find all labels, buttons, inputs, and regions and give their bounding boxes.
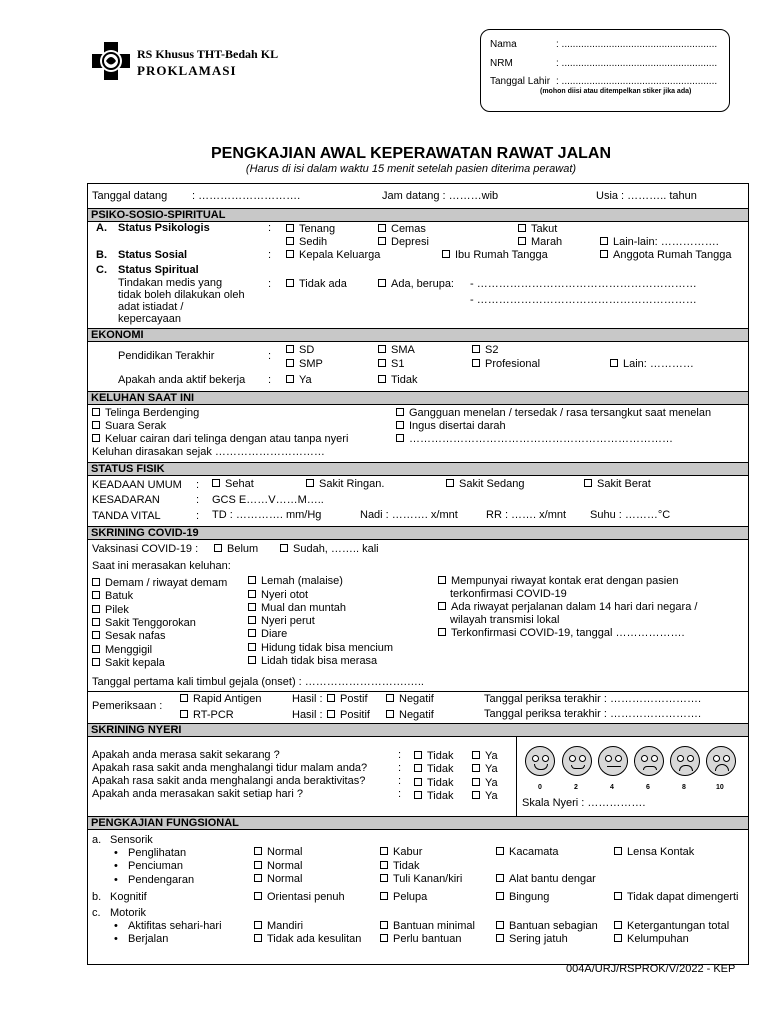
checkbox[interactable] (496, 847, 504, 855)
sensorik-label: Sensorik (110, 834, 153, 846)
checkbox[interactable] (92, 408, 100, 416)
opt-sering-jatuh[interactable]: Sering jatuh (496, 933, 568, 946)
opt-pelupa[interactable]: Pelupa (380, 891, 427, 904)
opt-sakit-berat[interactable]: Sakit Berat (584, 478, 651, 491)
opt-smp[interactable]: SMP (286, 358, 323, 371)
opt-sakit-tenggorokan[interactable]: Sakit Tenggorokan (92, 617, 196, 630)
section-keluhan: KELUHAN SAAT INI (88, 391, 748, 405)
colon: : (398, 749, 402, 761)
hasil-label: Hasil : (292, 709, 323, 721)
checkbox[interactable] (496, 892, 504, 900)
opt-perlu-bantuan[interactable]: Perlu bantuan (380, 933, 462, 946)
opt-kelumpuhan[interactable]: Kelumpuhan (614, 933, 689, 946)
checkbox[interactable] (92, 618, 100, 626)
checkbox[interactable] (378, 279, 386, 287)
checkbox[interactable] (286, 359, 294, 367)
nama-label: Nama (490, 39, 517, 50)
rr-field[interactable]: RR : ……. x/mnt (486, 509, 567, 521)
psiko-b-num: B. (96, 249, 107, 261)
checkbox[interactable] (248, 629, 256, 637)
aktif-bekerja-label: Apakah anda aktif bekerja (118, 374, 246, 386)
nyeri-q3-tidak[interactable]: Tidak (414, 777, 454, 790)
checkbox[interactable] (254, 921, 262, 929)
tanggal-periksa-pcr-field[interactable]: Tanggal periksa terakhir : ……………………. (484, 708, 702, 720)
opt-sesak-nafas[interactable]: Sesak nafas (92, 630, 166, 643)
td-field[interactable]: TD : …………. mm/Hg (212, 509, 322, 521)
opt-marah[interactable]: Marah (518, 236, 562, 249)
opt-tidak-ada-kesulitan[interactable]: Tidak ada kesulitan (254, 933, 361, 946)
opt-bantuan-sebagian[interactable]: Bantuan sebagian (496, 920, 598, 933)
opt-riwayat-perjalanan[interactable]: Ada riwayat perjalanan dalam 14 hari dari negara / (438, 601, 697, 614)
face-10-icon[interactable] (706, 746, 736, 776)
id-box-note: (mohon diisi atau ditempelkan stiker jika ada) (540, 88, 692, 95)
checkbox[interactable] (414, 764, 422, 772)
opt-sakit-kepala[interactable]: Sakit kepala (92, 657, 165, 670)
checkbox[interactable] (380, 934, 388, 942)
kesadaran-label: KESADARAN (92, 494, 160, 506)
checkbox[interactable] (378, 375, 386, 383)
nama-field[interactable]: : ........................................................ (556, 39, 718, 50)
opt-ingus-darah[interactable]: Ingus disertai darah (396, 420, 506, 433)
section-ekonomi: EKONOMI (88, 328, 748, 342)
checkbox[interactable] (414, 751, 422, 759)
nrm-label: NRM (490, 58, 513, 69)
checkbox[interactable] (438, 576, 446, 584)
opt-demam[interactable]: Demam / riwayat demam (92, 577, 227, 590)
opt-anggota-rumah-tangga[interactable]: Anggota Rumah Tangga (600, 249, 731, 262)
checkbox[interactable] (286, 224, 294, 232)
status-sosial-label: Status Sosial (118, 249, 188, 261)
checkbox[interactable] (518, 224, 526, 232)
colon: : (196, 479, 200, 491)
checkbox[interactable] (614, 847, 622, 855)
checkbox[interactable] (254, 874, 262, 882)
hospital-logo (91, 41, 131, 81)
section-nyeri: SKRINING NYERI (88, 723, 748, 737)
spiritual-desc-4: kepercayaan (118, 313, 181, 325)
opt-lain-lain[interactable]: Lain-lain: ……………. (600, 236, 719, 249)
checkbox[interactable] (414, 778, 422, 786)
checkbox[interactable] (496, 874, 504, 882)
fungsional-a: a. (92, 834, 102, 846)
opt-tidak-ada[interactable]: Tidak ada (286, 278, 347, 291)
opt-postif[interactable]: Postif (327, 693, 368, 706)
checkbox[interactable] (92, 658, 100, 666)
face-4-icon[interactable] (598, 746, 628, 776)
opt-lemah[interactable]: Lemah (malaise) (248, 575, 343, 588)
checkbox[interactable] (254, 861, 262, 869)
checkbox[interactable] (254, 892, 262, 900)
colon: : (268, 278, 272, 290)
divider (88, 691, 748, 692)
colon: : (398, 775, 402, 787)
kontak-erat-cont: terkonfirmasi COVID-19 (450, 588, 567, 600)
checkbox[interactable] (380, 847, 388, 855)
checkbox[interactable] (92, 645, 100, 653)
opt-sd[interactable]: SD (286, 344, 314, 357)
face-8-icon[interactable] (670, 746, 700, 776)
checkbox[interactable] (472, 345, 480, 353)
checkbox[interactable] (614, 934, 622, 942)
checkbox[interactable] (248, 616, 256, 624)
scale-num-2: 2 (574, 784, 578, 791)
opt-belum[interactable]: Belum (214, 543, 258, 556)
colon: : (398, 762, 402, 774)
hospital-name: RS Khusus THT-Bedah KL (137, 47, 279, 61)
spiritual-desc-2: tidak boleh dilakukan oleh (118, 289, 245, 301)
psiko-c-num: C. (96, 264, 107, 276)
penglihatan-kacamata[interactable]: Kacamata (496, 846, 559, 859)
scale-num-4: 4 (610, 784, 614, 791)
checkbox[interactable] (248, 590, 256, 598)
checkbox[interactable] (212, 479, 220, 487)
tanggal-lahir-label: Tanggal Lahir (490, 76, 551, 87)
checkbox[interactable] (600, 250, 608, 258)
colon: : (268, 374, 272, 386)
checkbox[interactable] (378, 359, 386, 367)
opt-bantuan-minimal[interactable]: Bantuan minimal (380, 920, 475, 933)
nyeri-q1: Apakah anda merasa sakit sekarang ? (92, 749, 280, 761)
checkbox[interactable] (248, 576, 256, 584)
nrm-field[interactable]: : ........................................................ (556, 58, 718, 69)
checkbox[interactable] (248, 603, 256, 611)
checkbox[interactable] (442, 250, 450, 258)
keluhan-covid-label: Saat ini merasakan keluhan: (92, 560, 231, 572)
keadaan-umum-label: KEADAAN UMUM (92, 479, 182, 491)
kognitif-label: Kognitif (110, 891, 147, 903)
status-psikologis-label: Status Psikologis (118, 222, 210, 234)
aktifitas-label: • Aktifitas sehari-hari (128, 920, 222, 933)
opt-ya[interactable]: Ya (286, 374, 312, 387)
tanda-vital-label: TANDA VITAL (92, 510, 161, 522)
colon: : (268, 350, 272, 362)
riwayat-perjalanan-cont: wilayah transmisi lokal (450, 614, 560, 626)
penciuman-normal[interactable]: Normal (254, 860, 302, 873)
checkbox[interactable] (214, 544, 222, 552)
section-fungsional: PENGKAJIAN FUNGSIONAL (88, 816, 748, 830)
checkbox[interactable] (446, 479, 454, 487)
opt-rt-pcr[interactable]: RT-PCR (180, 709, 234, 722)
penciuman-tidak[interactable]: Tidak (380, 860, 420, 873)
checkbox[interactable] (380, 892, 388, 900)
section-status-fisik: STATUS FISIK (88, 462, 748, 476)
opt-sehat[interactable]: Sehat (212, 478, 254, 491)
fungsional-b: b. (92, 891, 102, 903)
scale-num-8: 8 (682, 784, 686, 791)
pendengaran-alat[interactable]: Alat bantu dengar (496, 873, 596, 886)
checkbox[interactable] (327, 694, 335, 702)
checkbox[interactable] (180, 710, 188, 718)
checkbox[interactable] (610, 359, 618, 367)
nyeri-q2-ya[interactable]: Ya (472, 763, 498, 776)
opt-diare[interactable]: Diare (248, 628, 287, 641)
checkbox[interactable] (614, 921, 622, 929)
checkbox[interactable] (327, 710, 335, 718)
penglihatan-normal[interactable]: Normal (254, 846, 302, 859)
opt-depresi[interactable]: Depresi (378, 236, 429, 249)
checkbox[interactable] (280, 544, 288, 552)
checkbox[interactable] (380, 921, 388, 929)
opt-terkonfirmasi[interactable]: Terkonfirmasi COVID-19, tanggal ………………. (438, 627, 685, 640)
scale-num-10: 10 (716, 784, 724, 791)
tanggal-datang-field[interactable]: : ………………………. (192, 190, 301, 202)
opt-profesional[interactable]: Profesional (472, 358, 540, 371)
checkbox[interactable] (92, 591, 100, 599)
opt-negatif-pcr[interactable]: Negatif (386, 709, 434, 722)
checkbox[interactable] (396, 434, 404, 442)
checkbox[interactable] (380, 861, 388, 869)
form-code: 004A/URJ/RSPROK/V/2022 - KEP (566, 963, 736, 975)
scale-num-0: 0 (538, 784, 542, 791)
checkbox[interactable] (286, 375, 294, 383)
suhu-field[interactable]: Suhu : ………°C (590, 509, 671, 521)
checkbox[interactable] (472, 764, 480, 772)
tanggal-datang-label: Tanggal datang (92, 190, 168, 202)
ada-berupa-line-2[interactable]: - …………………………………………………… (470, 294, 697, 306)
opt-orientasi-penuh[interactable]: Orientasi penuh (254, 891, 345, 904)
skala-nyeri-field[interactable]: Skala Nyeri : ……………. (522, 797, 646, 809)
opt-nyeri-perut[interactable]: Nyeri perut (248, 615, 315, 628)
pendengaran-tuli[interactable]: Tuli Kanan/kiri (380, 873, 462, 886)
opt-sakit-sedang[interactable]: Sakit Sedang (446, 478, 524, 491)
nadi-field[interactable]: Nadi : ………. x/mnt (360, 509, 458, 521)
opt-ketergantungan-total[interactable]: Ketergantungan total (614, 920, 729, 933)
checkbox[interactable] (614, 892, 622, 900)
berjalan-label: • Berjalan (128, 933, 168, 946)
checkbox[interactable] (386, 710, 394, 718)
opt-sudah[interactable]: Sudah, …….. kali (280, 543, 379, 556)
opt-positif[interactable]: Positif (327, 709, 370, 722)
checkbox[interactable] (396, 421, 404, 429)
jam-datang-field[interactable]: Jam datang : ………wib (382, 190, 499, 202)
nyeri-q2: Apakah rasa sakit anda menghalangi tidur malam anda? (92, 762, 368, 774)
checkbox[interactable] (472, 778, 480, 786)
penciuman-label: • Penciuman (128, 860, 183, 873)
opt-tidak[interactable]: Tidak (378, 374, 418, 387)
checkbox[interactable] (180, 694, 188, 702)
gcs-field[interactable]: GCS E……V……M….. (212, 494, 324, 506)
pendidikan-label: Pendidikan Terakhir (118, 350, 215, 362)
checkbox[interactable] (306, 479, 314, 487)
nyeri-q4-tidak[interactable]: Tidak (414, 790, 454, 803)
opt-mandiri[interactable]: Mandiri (254, 920, 303, 933)
pain-scale (524, 746, 744, 794)
checkbox[interactable] (254, 847, 262, 855)
form-title: PENGKAJIAN AWAL KEPERAWATAN RAWAT JALAN (210, 145, 612, 162)
checkbox[interactable] (380, 874, 388, 882)
opt-sedih[interactable]: Sedih (286, 236, 327, 249)
checkbox[interactable] (248, 643, 256, 651)
checkbox[interactable] (378, 224, 386, 232)
ada-berupa-line-1[interactable]: - …………………………………………………… (470, 278, 697, 290)
section-psiko: PSIKO-SOSIO-SPIRITUAL (88, 208, 748, 222)
opt-tenang[interactable]: Tenang (286, 223, 335, 236)
opt-cemas[interactable]: Cemas (378, 223, 426, 236)
opt-nyeri-otot[interactable]: Nyeri otot (248, 589, 308, 602)
face-6-icon[interactable] (634, 746, 664, 776)
nyeri-q1-tidak[interactable]: Tidak (414, 750, 454, 763)
tanggal-periksa-field[interactable]: Tanggal periksa terakhir : ……………………. (484, 693, 702, 705)
checkbox[interactable] (396, 408, 404, 416)
section-covid: SKRINING COVID-19 (88, 526, 748, 540)
keluhan-sejak-field[interactable]: Keluhan dirasakan sejak ………………………… (92, 446, 325, 458)
form-subtitle: (Harus di isi dalam waktu 15 menit setelah pasien diterima perawat) (245, 163, 577, 175)
spiritual-desc-1: Tindakan medis yang (118, 277, 223, 289)
face-0-icon[interactable] (525, 746, 555, 776)
nyeri-q3: Apakah rasa sakit anda menghalangi anda beraktivitas? (92, 775, 366, 787)
usia-field[interactable]: Usia : ……….. tahun (596, 190, 697, 202)
opt-s1[interactable]: S1 (378, 358, 404, 371)
opt-kontak-erat[interactable]: Mempunyai riwayat kontak erat dengan pasien (438, 575, 678, 588)
checkbox[interactable] (286, 279, 294, 287)
nyeri-q4: Apakah anda merasakan sakit setiap hari ? (92, 788, 303, 800)
opt-ibu-rumah-tangga[interactable]: Ibu Rumah Tangga (442, 249, 548, 262)
face-2-icon[interactable] (562, 746, 592, 776)
colon: : (398, 788, 402, 800)
opt-lain[interactable]: Lain: ………… (610, 358, 694, 371)
checkbox[interactable] (584, 479, 592, 487)
opt-s2[interactable]: S2 (472, 344, 498, 357)
checkbox[interactable] (92, 631, 100, 639)
opt-lidah[interactable]: Lidah tidak bisa merasa (248, 655, 377, 668)
opt-batuk[interactable]: Batuk (92, 590, 133, 603)
opt-negatif[interactable]: Negatif (386, 693, 434, 706)
checkbox[interactable] (378, 237, 386, 245)
checkbox[interactable] (92, 605, 100, 613)
fungsional-c: c. (92, 907, 101, 919)
opt-sakit-ringan[interactable]: Sakit Ringan. (306, 478, 384, 491)
pendengaran-normal[interactable]: Normal (254, 873, 302, 886)
checkbox[interactable] (472, 751, 480, 759)
nyeri-q2-tidak[interactable]: Tidak (414, 763, 454, 776)
nyeri-q3-ya[interactable]: Ya (472, 777, 498, 790)
checkbox[interactable] (472, 791, 480, 799)
opt-suara-serak[interactable]: Suara Serak (92, 420, 166, 433)
opt-keluar-cairan[interactable]: Keluar cairan dari telinga dengan atau tanpa nyeri (92, 433, 348, 446)
pemeriksaan-label: Pemeriksaan : (92, 700, 163, 712)
checkbox[interactable] (518, 237, 526, 245)
opt-sma[interactable]: SMA (378, 344, 415, 357)
checkbox[interactable] (378, 345, 386, 353)
opt-takut[interactable]: Takut (518, 223, 557, 236)
vaksinasi-label: Vaksinasi COVID-19 : (92, 543, 199, 555)
scale-num-6: 6 (646, 784, 650, 791)
spiritual-desc-3: adat istiadat / (118, 301, 184, 313)
opt-rapid-antigen[interactable]: Rapid Antigen (180, 693, 262, 706)
colon: : (196, 510, 200, 522)
motorik-label: Motorik (110, 907, 147, 919)
colon: : (268, 222, 272, 234)
checkbox[interactable] (386, 694, 394, 702)
opt-tidak-dimengerti[interactable]: Tidak dapat dimengerti (614, 891, 739, 904)
hasil-label: Hasil : (292, 693, 323, 705)
pendengaran-label: • Pendengaran (128, 874, 194, 887)
checkbox[interactable] (254, 934, 262, 942)
opt-keluhan-lain[interactable]: ……………………………………………………………… (396, 433, 673, 446)
penglihatan-lensa[interactable]: Lensa Kontak (614, 846, 694, 859)
opt-kepala-keluarga[interactable]: Kepala Keluarga (286, 249, 380, 262)
checkbox[interactable] (414, 791, 422, 799)
opt-hidung[interactable]: Hidung tidak bisa mencium (248, 642, 393, 655)
opt-gangguan-menelan[interactable]: Gangguan menelan / tersedak / rasa tersangkut saat menelan (396, 407, 711, 420)
nyeri-q4-ya[interactable]: Ya (472, 790, 498, 803)
checkbox[interactable] (286, 250, 294, 258)
opt-ada-berupa[interactable]: Ada, berupa: (378, 278, 454, 291)
penglihatan-kabur[interactable]: Kabur (380, 846, 422, 859)
checkbox[interactable] (92, 578, 100, 586)
psiko-a-num: A. (96, 222, 107, 234)
opt-mual-muntah[interactable]: Mual dan muntah (248, 602, 346, 615)
opt-telinga-berdenging[interactable]: Telinga Berdenging (92, 407, 199, 420)
colon: : (268, 249, 272, 261)
checkbox[interactable] (438, 602, 446, 610)
checkbox[interactable] (92, 434, 100, 442)
checkbox[interactable] (286, 237, 294, 245)
checkbox[interactable] (496, 921, 504, 929)
hospital-brand: PROKLAMASI (137, 63, 237, 78)
checkbox[interactable] (286, 345, 294, 353)
colon: : (196, 494, 200, 506)
status-spiritual-label: Status Spiritual (118, 264, 199, 276)
checkbox[interactable] (496, 934, 504, 942)
checkbox[interactable] (472, 359, 480, 367)
checkbox[interactable] (600, 237, 608, 245)
checkbox[interactable] (438, 628, 446, 636)
opt-menggigil[interactable]: Menggigil (92, 644, 152, 657)
checkbox[interactable] (92, 421, 100, 429)
penglihatan-label: • Penglihatan (128, 847, 186, 860)
opt-bingung[interactable]: Bingung (496, 891, 549, 904)
checkbox[interactable] (248, 656, 256, 664)
nyeri-q1-ya[interactable]: Ya (472, 750, 498, 763)
tanggal-lahir-field[interactable]: : ........................................................ (556, 76, 718, 87)
onset-field[interactable]: Tanggal pertama kali timbul gejala (onset) : ……………………….….. (92, 676, 424, 688)
opt-pilek[interactable]: Pilek (92, 604, 129, 617)
